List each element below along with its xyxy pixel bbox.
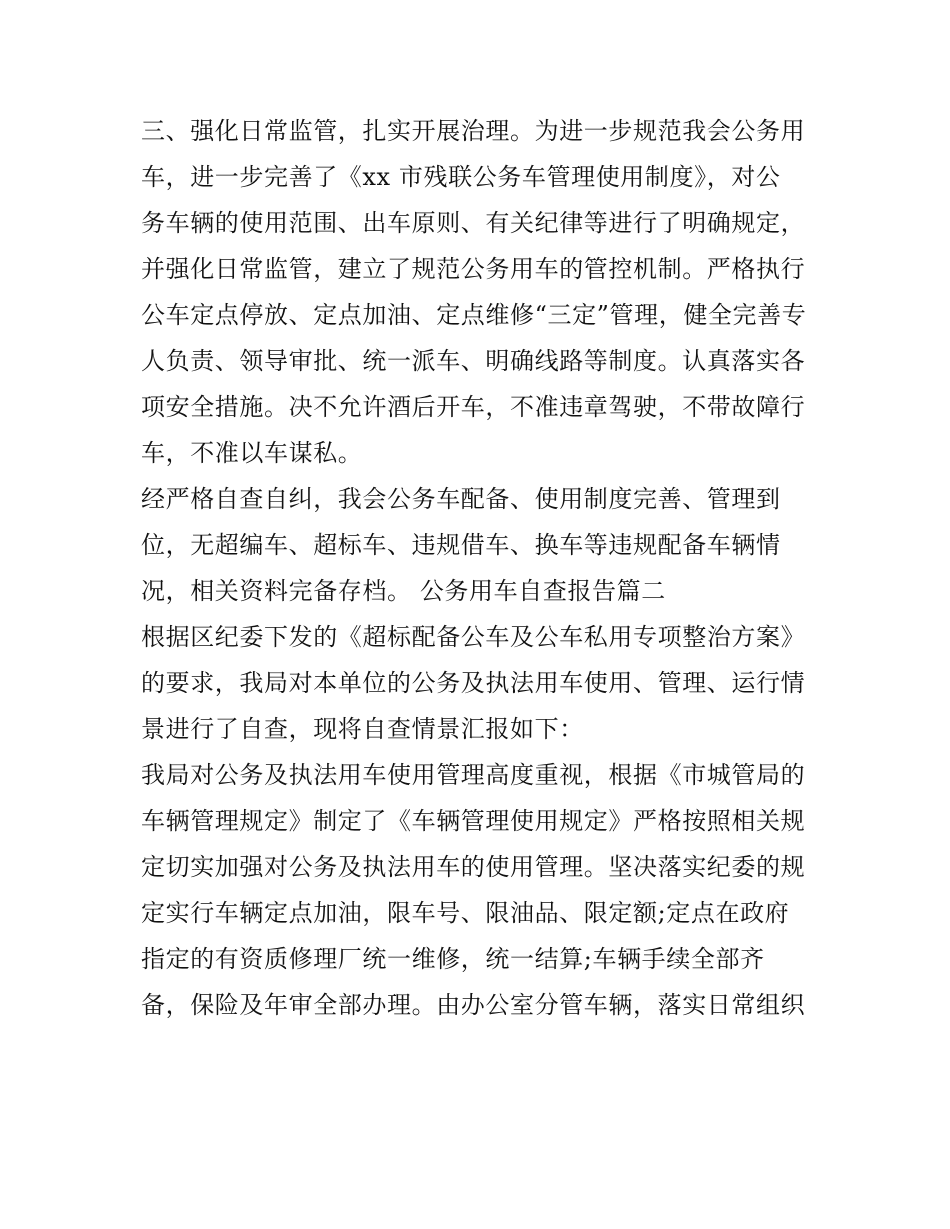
- text-line: 景进行了自查，现将自查情景汇报如下：: [141, 715, 584, 743]
- document-body: [141, 108, 821, 1028]
- text-line: 经严格自查自纠，我会公务车配备、使用制度完善、管理到: [141, 485, 781, 513]
- text-line: 定切实加强对公务及执法用车的使用管理。坚决落实纪委的规: [141, 853, 806, 881]
- text-line: 并强化日常监管，建立了规范公务用车的管控机制。严格执行: [141, 255, 806, 283]
- text-line: 备，保险及年审全部办理。由办公室分管车辆，落实日常组织: [141, 991, 806, 1019]
- text-line: 车辆管理规定》制定了《车辆管理使用规定》严格按照相关规: [141, 807, 806, 835]
- text-line: 根据区纪委下发的《超标配备公车及公车私用专项整治方案》: [141, 623, 806, 651]
- text-line: 项安全措施。决不允许酒后开车，不准违章驾驶，不带故障行: [141, 393, 806, 421]
- text-line: 车，进一步完善了《xx 市残联公务车管理使用制度》，对公: [141, 163, 781, 191]
- text-line: 务车辆的使用范围、出车原则、有关纪律等进行了明确规定，: [141, 209, 806, 237]
- text-line: 车，不准以车谋私。: [141, 439, 363, 467]
- text-line: 定实行车辆定点加油，限车号、限油品、限定额;定点在政府: [141, 899, 790, 927]
- text-line: 人负责、领导审批、统一派车、明确线路等制度。认真落实各: [141, 347, 806, 375]
- text-line: 我局对公务及执法用车使用管理高度重视，根据《市城管局的: [141, 761, 806, 789]
- text-line: 指定的有资质修理厂统一维修，统一结算;车辆手续全部齐: [141, 945, 765, 973]
- text-line: 公车定点停放、定点加油、定点维修“三定”管理，健全完善专: [141, 301, 807, 329]
- text-line: 位，无超编车、超标车、违规借车、换车等违规配备车辆情: [141, 531, 781, 559]
- text-line: 的要求，我局对本单位的公务及执法用车使用、管理、运行情: [141, 669, 806, 697]
- text-line: 三、强化日常监管，扎实开展治理。为进一步规范我会公务用: [141, 117, 806, 145]
- text-line: 况，相关资料完备存档。 公务用车自查报告篇二: [141, 577, 666, 605]
